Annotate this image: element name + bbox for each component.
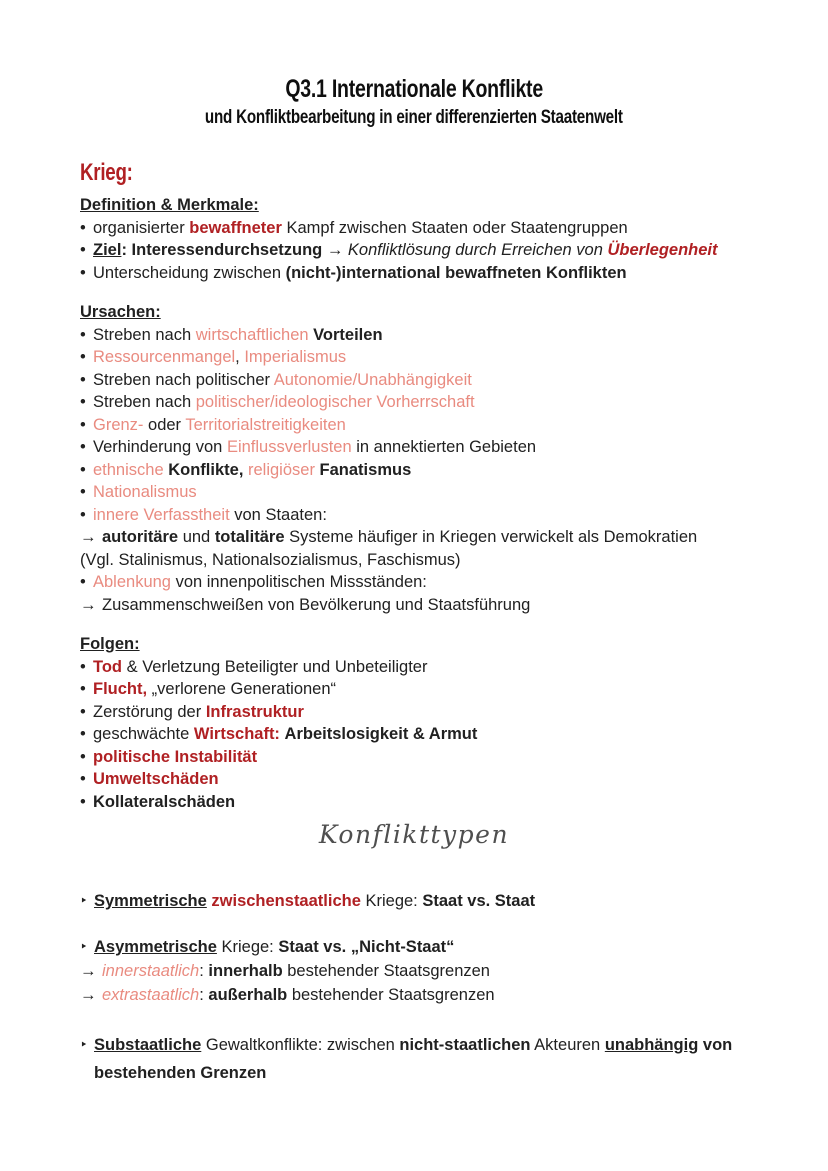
list-item <box>80 656 748 679</box>
list-item <box>80 594 748 617</box>
document-title <box>80 74 748 130</box>
list-item <box>80 346 748 369</box>
bullet-marker-icon: • <box>80 218 86 237</box>
text-segment: autoritäre <box>102 528 179 546</box>
text-segment: : <box>121 241 132 259</box>
title-line-1 <box>80 74 748 104</box>
text-segment: Wirtschaft: <box>193 725 280 743</box>
list-item <box>80 414 748 437</box>
list-item <box>80 678 748 701</box>
text-segment: und <box>178 528 215 546</box>
text-segment: → <box>322 241 348 259</box>
text-segment: politische Instabilität <box>93 747 258 766</box>
text-segment: Gewaltkonflikte: zwischen <box>201 1036 400 1054</box>
line-text <box>93 346 748 369</box>
bullet-marker-icon: • <box>80 263 86 282</box>
list-item <box>80 391 748 414</box>
section-heading: Folgen: <box>80 635 140 653</box>
text-segment: Akteuren <box>530 1036 605 1054</box>
text-segment: Asymmetrische <box>94 938 217 956</box>
text-segment: Ziel <box>93 241 122 259</box>
list-item <box>80 459 748 482</box>
list-item <box>80 324 748 347</box>
line-text <box>93 768 748 791</box>
text-segment: Konflikte, <box>168 460 244 479</box>
text-segment: nicht-staatlichen <box>399 1036 531 1054</box>
text-segment: Streben nach <box>93 393 196 411</box>
list-item <box>80 959 748 983</box>
text-segment: Systeme häufiger in Kriegen verwickelt als Demokratien <box>284 528 698 546</box>
line-text <box>93 262 748 285</box>
text-segment: Ressourcenmangel <box>93 348 236 366</box>
text-segment: zwischenstaatliche <box>211 892 361 910</box>
list-item <box>80 526 748 549</box>
text-segment: Kriege: <box>360 892 423 910</box>
list-item <box>80 1031 748 1087</box>
line-text <box>93 436 748 459</box>
bullet-marker-icon: • <box>80 241 86 259</box>
text-segment: Vorteilen <box>313 325 383 344</box>
text-segment: & Verletzung Beteiligter und Unbeteiligter <box>122 657 428 676</box>
text-segment: religiöser <box>248 460 315 479</box>
list-item <box>80 746 748 769</box>
text-segment: Territorialstreitigkeiten <box>185 415 346 434</box>
line-text <box>93 656 748 679</box>
text-segment: Interessendurchsetzung <box>131 241 323 259</box>
text-segment: von innenpolitischen Missständen: <box>170 573 427 591</box>
text-segment: Einflussverlusten <box>226 438 352 456</box>
bullet-marker-icon: • <box>80 770 86 788</box>
list-item <box>80 723 748 746</box>
text-segment: Grenz- <box>93 415 144 434</box>
list-item <box>80 436 748 459</box>
list-item <box>80 791 748 814</box>
content-area <box>80 194 748 1087</box>
title-line-2 <box>80 104 748 130</box>
text-segment: : <box>199 986 209 1004</box>
arrow-marker-icon: → <box>80 962 97 980</box>
list-item <box>80 935 748 959</box>
bullet-marker-icon: • <box>80 573 86 591</box>
text-segment: außerhalb <box>208 986 288 1004</box>
text-segment: von Staaten: <box>229 505 327 524</box>
list-item <box>80 239 748 262</box>
arrow-marker-icon: → <box>80 595 97 614</box>
list-item <box>80 549 748 572</box>
list-item <box>80 571 748 594</box>
handwritten-note: Konflikttypen <box>318 820 510 849</box>
bullet-marker-icon: • <box>80 505 86 524</box>
list-item <box>80 889 748 913</box>
spacer <box>80 1007 748 1031</box>
text-segment: , <box>235 348 245 366</box>
line-text <box>94 889 748 913</box>
line-text <box>93 678 748 701</box>
title-line-1-text: Q3.1 Internationale Konflikte <box>285 75 543 103</box>
text-segment: Flucht, <box>93 680 148 698</box>
line-text <box>93 701 748 724</box>
line-text <box>93 391 748 414</box>
line-text <box>93 324 748 347</box>
bullet-marker-icon: • <box>80 792 86 811</box>
text-segment: innerstaatlich <box>102 962 200 980</box>
line-text <box>93 369 748 392</box>
text-segment: geschwächte <box>93 725 194 743</box>
bullet-marker-icon: • <box>80 325 86 344</box>
line-text <box>93 481 748 504</box>
text-segment: Streben nach politischer <box>93 370 274 389</box>
text-segment: totalitäre <box>214 528 285 546</box>
text-segment: Nationalismus <box>93 483 197 501</box>
list-item <box>80 369 748 392</box>
text-segment: Autonomie/Unabhängigkeit <box>273 370 472 389</box>
text-segment: extrastaatlich <box>102 986 200 1004</box>
text-segment: Staat vs. „Nicht-Staat“ <box>278 938 455 956</box>
text-segment: unabhängig <box>604 1036 699 1054</box>
text-segment: bestehender Staatsgrenzen <box>287 986 495 1004</box>
line-text <box>94 935 748 959</box>
text-segment: ethnische <box>93 460 164 479</box>
text-segment: Staat vs. Staat <box>422 892 536 910</box>
text-segment: bewaffneter <box>189 218 282 237</box>
bullet-marker-icon: • <box>80 483 86 501</box>
bullet-marker-icon: • <box>80 460 86 479</box>
bullet-marker-icon: • <box>80 725 86 743</box>
text-segment: Infrastruktur <box>205 702 304 721</box>
line-text <box>93 571 748 594</box>
topic-heading-krieg <box>80 158 748 188</box>
topic-heading-text: Krieg: <box>80 159 133 186</box>
text-segment: Ablenkung <box>93 573 171 591</box>
text-segment: Tod <box>93 657 123 676</box>
title-line-2-text: und Konfliktbearbeitung in einer differenzierten Staatenwelt <box>205 106 623 128</box>
line-text <box>102 959 748 983</box>
text-segment: Fanatismus <box>319 460 412 479</box>
text-segment: Kollateralschäden <box>93 792 236 811</box>
bullet-marker-icon: • <box>80 702 86 721</box>
text-segment: Konfliktlösung durch Erreichen von <box>347 241 608 259</box>
text-segment: wirtschaftlichen <box>195 325 309 344</box>
bullet-marker-icon: • <box>80 393 86 411</box>
bullet-marker-icon: • <box>80 415 86 434</box>
text-segment: organisierter <box>93 218 190 237</box>
text-segment: politischer/ideologischer Vorherrschaft <box>195 393 475 411</box>
line-text <box>102 526 748 549</box>
line-text <box>93 791 748 814</box>
text-segment: (Vgl. Stalinismus, Nationalsozialismus, Faschismus) <box>80 550 461 569</box>
bullet-marker-icon: • <box>80 747 86 766</box>
line-text <box>80 549 748 572</box>
bullet-marker-icon: • <box>80 348 86 366</box>
text-segment: Zusammenschweißen von Bevölkerung und Staatsführung <box>102 595 531 614</box>
line-text <box>102 983 748 1007</box>
text-segment: bestehender Staatsgrenzen <box>282 962 490 980</box>
text-segment: Kriege: <box>216 938 279 956</box>
list-item <box>80 217 748 240</box>
line-text <box>93 723 748 746</box>
list-item <box>80 701 748 724</box>
bullet-marker-icon: • <box>80 438 86 456</box>
text-segment: (nicht-)international bewaffneten Konflikten <box>285 263 627 282</box>
list-item <box>80 504 748 527</box>
line-text <box>102 594 748 617</box>
line-text <box>93 414 748 437</box>
text-segment: Imperialismus <box>244 348 347 366</box>
text-segment: Streben nach <box>93 325 196 344</box>
line-text <box>93 239 748 262</box>
text-segment: Zerstörung der <box>93 702 206 721</box>
text-segment: in annektierten Gebieten <box>351 438 537 456</box>
line-text <box>93 504 748 527</box>
text-segment: Umweltschäden <box>93 770 219 788</box>
text-segment: Verhinderung von <box>93 438 227 456</box>
list-item <box>80 768 748 791</box>
text-segment: bestehenden Grenzen <box>94 1064 267 1082</box>
line-text <box>93 746 748 769</box>
text-segment: Unterscheidung zwischen <box>93 263 286 282</box>
text-segment: innerhalb <box>208 962 283 980</box>
arrow-marker-icon: → <box>80 528 97 546</box>
section-heading: Definition & Merkmale: <box>80 196 259 214</box>
list-item <box>80 481 748 504</box>
line-text <box>94 1031 748 1087</box>
spacer <box>80 913 748 935</box>
bullet-marker-icon: • <box>80 370 86 389</box>
bullet-marker-icon: • <box>80 680 86 698</box>
arrow-marker-icon: → <box>80 986 97 1004</box>
section-heading: Ursachen: <box>80 303 161 321</box>
text-segment: Arbeitslosigkeit & Armut <box>284 725 478 743</box>
line-text <box>93 217 748 240</box>
list-item <box>80 983 748 1007</box>
text-segment: : <box>199 962 209 980</box>
text-segment: Überlegenheit <box>607 241 718 259</box>
text-segment: Substaatliche <box>94 1036 202 1054</box>
line-text <box>93 459 748 482</box>
list-item <box>80 262 748 285</box>
text-segment: innere Verfasstheit <box>93 505 230 524</box>
text-segment: oder <box>143 415 186 434</box>
text-segment: Kampf zwischen Staaten oder Staatengruppen <box>281 218 628 237</box>
text-segment: „verlorene Generationen“ <box>147 680 337 698</box>
bullet-marker-icon: • <box>80 657 86 676</box>
text-segment: Symmetrische <box>94 892 207 910</box>
triangle-marker-icon: ‣ <box>80 893 88 908</box>
triangle-marker-icon: ‣ <box>80 939 88 954</box>
triangle-marker-icon: ‣ <box>80 1037 88 1052</box>
text-segment: von <box>698 1036 733 1054</box>
